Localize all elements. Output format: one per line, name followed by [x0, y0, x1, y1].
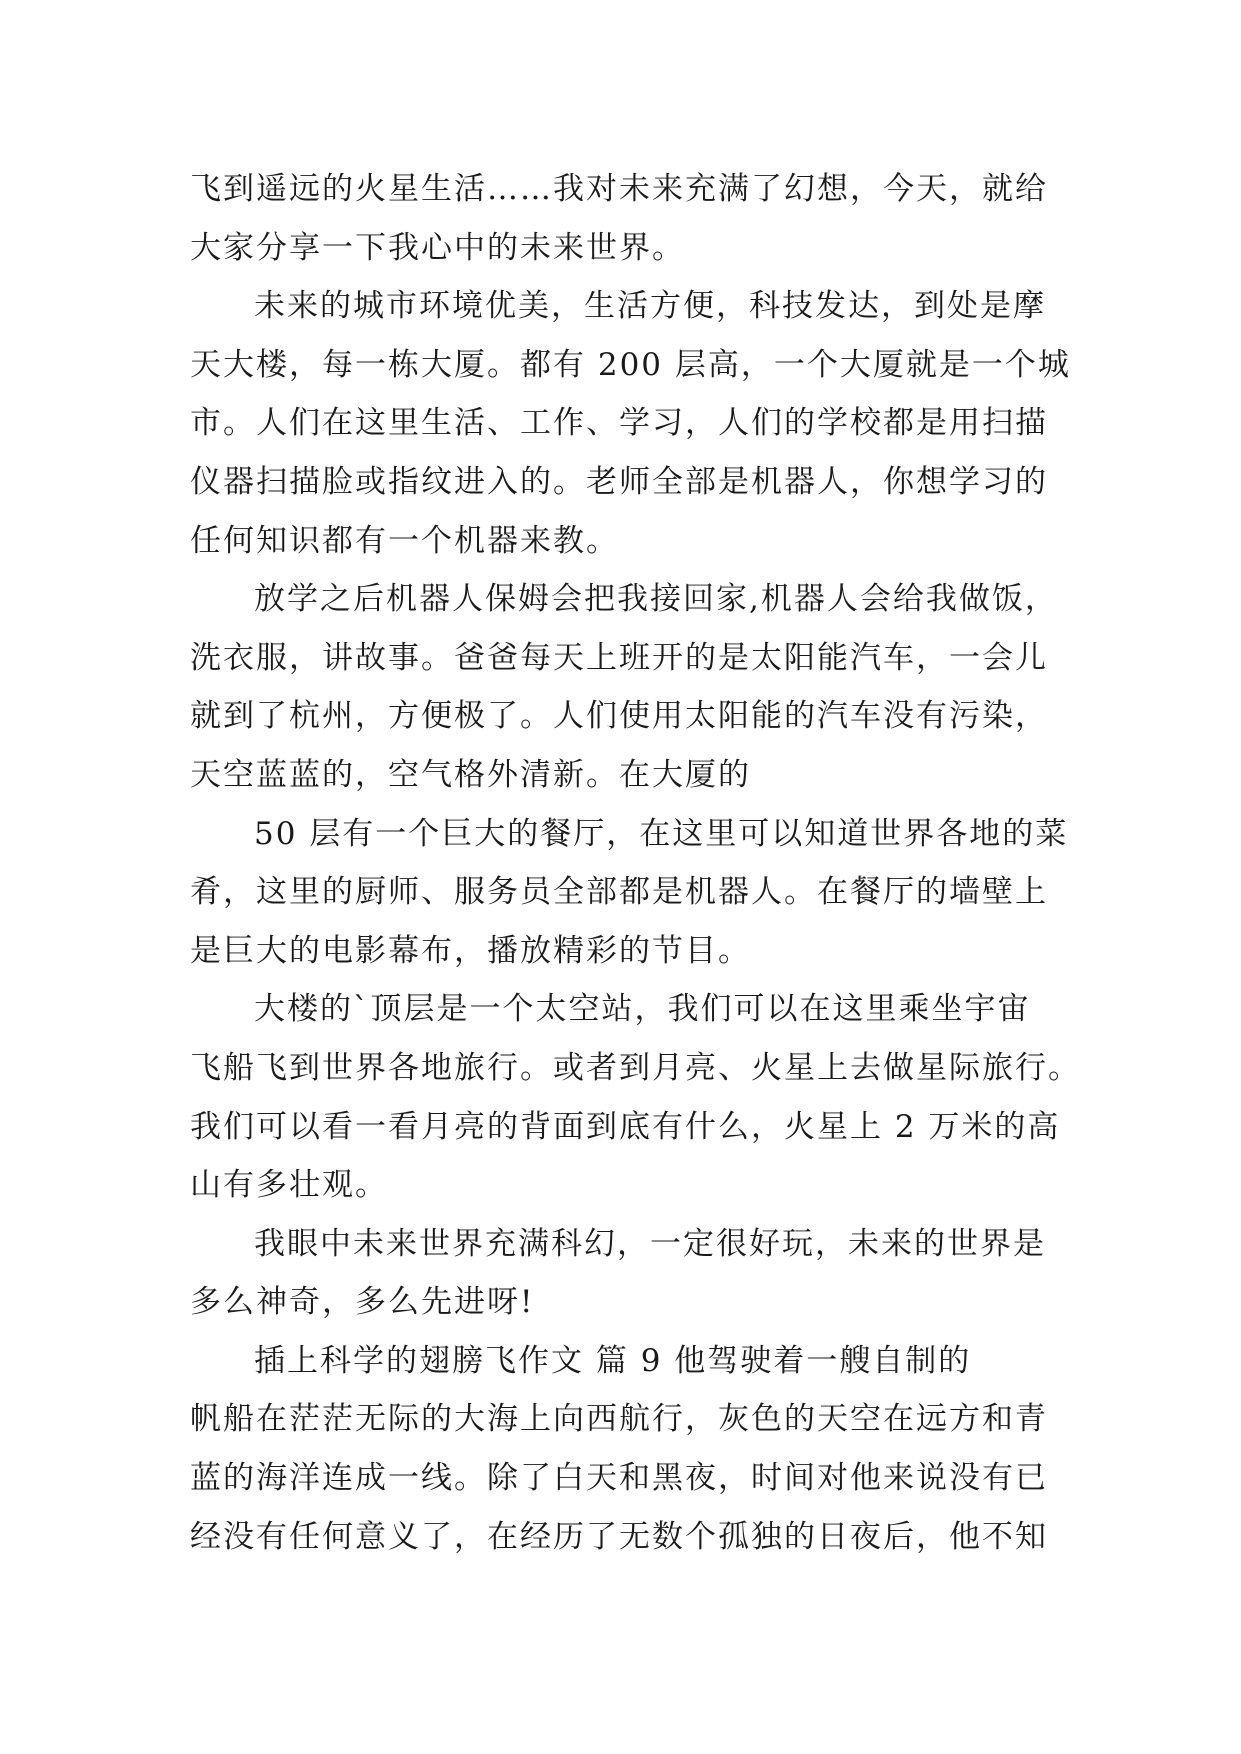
article-body: [190, 160, 1081, 1566]
text-line: 是巨大的电影幕布，播放精彩的节目。: [190, 932, 751, 969]
text-line: 经没有任何意义了，在经历了无数个孤独的日夜后，他不知: [190, 1518, 1048, 1555]
text-line: 山有多壮观。: [190, 1167, 388, 1204]
paragraph-start-line: 大楼的`顶层是一个太空站，我们可以在这里乘坐宇宙: [254, 991, 1031, 1028]
text-line: 市。人们在这里生活、工作、学习，人们的学校都是用扫描: [190, 405, 1048, 442]
paragraph-start-line: 50 层有一个巨大的餐厅，在这里可以知道世界各地的菜: [254, 815, 1069, 852]
text-line: 就到了杭州，方便极了。人们使用太阳能的汽车没有污染，: [190, 698, 1048, 735]
text-line: 多么神奇，多么先进呀!: [190, 1284, 535, 1321]
text-line: 飞船飞到世界各地旅行。或者到月亮、火星上去做星际旅行。: [190, 1049, 1081, 1086]
text-line: 任何知识都有一个机器来教。: [190, 522, 619, 559]
text-line: 我们可以看一看月亮的背面到底有什么，火星上 2 万米的高: [190, 1108, 1061, 1145]
text-line: 蓝的海洋连成一线。除了白天和黑夜，时间对他来说没有已: [190, 1460, 1048, 1497]
text-line: 洗衣服，讲故事。爸爸每天上班开的是太阳能汽车，一会儿: [190, 639, 1048, 676]
paragraph-start-line: 未来的城市环境优美，生活方便，科技发达，到处是摩: [254, 288, 1046, 325]
text-line: 天大楼，每一栋大厦。都有 200 层高，一个大厦就是一个城: [190, 346, 1071, 383]
text-line: 飞到遥远的火星生活……我对未来充满了幻想，今天，就给: [190, 171, 1048, 207]
text-line: 肴，这里的厨师、服务员全部都是机器人。在餐厅的墙壁上: [190, 874, 1048, 911]
paragraph-start-line: 我眼中未来世界充满科幻，一定很好玩，未来的世界是: [254, 1225, 1046, 1262]
paragraph-start-line: 插上科学的翅膀飞作文 篇 9 他驾驶着一艘自制的: [254, 1342, 972, 1379]
text-line: 仪器扫描脸或指纹进入的。老师全部是机器人，你想学习的: [190, 463, 1048, 500]
paragraph-start-line: 放学之后机器人保姆会把我接回家,机器人会给我做饭，: [254, 581, 1058, 618]
text-line: 天空蓝蓝的，空气格外清新。在大厦的: [190, 756, 751, 793]
text-line: 帆船在茫茫无际的大海上向西航行，灰色的天空在远方和青: [190, 1401, 1048, 1438]
text-line: 大家分享一下我心中的未来世界。: [190, 229, 685, 266]
